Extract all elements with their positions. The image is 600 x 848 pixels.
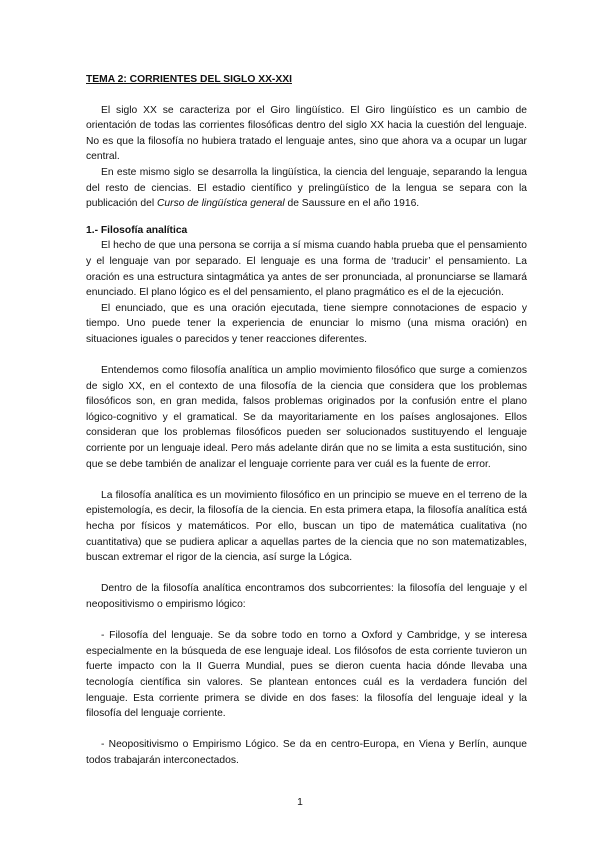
section-paragraph-1: El hecho de que una persona se corrija a sí misma cuando habla prueba que el pensamiento y el lenguaje van por separado. El lenguaje es una forma de ‘traducir’ el pensamiento. La oración es una estructura sintagmática ya antes de ser pronunciada, al pronunciarse se llamará enunciado. El plano lógico es el del pensamiento, el plano pragmático es el de la ejecución. bbox=[86, 240, 527, 299]
section-paragraph-4: La filosofía analítica es un movimiento filosófico en un principio se mueve en el terreno de la epistemología, es decir, la filosofía de la ciencia. En esta primera etapa, la filosofía analítica está hecha por físicos y matemáticos. Por ello, buscan un tipo de matemática cualitativa (no cuantitativa) que se pudiera aplicar a aquellas partes de la ciencia que no son matematizables, buscan extremar el rigor de la ciencia, así surge la Lógica. bbox=[86, 489, 527, 564]
section-paragraph-5: Dentro de la filosofía analítica encontramos dos subcorrientes: la filosofía del lenguaje y el neopositivismo o empirismo lógico: bbox=[86, 583, 527, 610]
intro-paragraph-1: El siglo XX se caracteriza por el Giro lingüístico. El Giro lingüístico es un cambio de orientación de todas las corrientes filosóficas dentro del siglo XX hacia la cuestión del lenguaje. No es que la filosofía no hubiera tratado el lenguaje antes, sino que ahora va a ocupar un lugar central. bbox=[86, 104, 527, 163]
section-paragraph-3: Entendemos como filosofía analítica un amplio movimiento filosófico que surge a comienzos de siglo XX, en el contexto de una filosofía de la ciencia que considera que los problemas filosóficos son, en gran medida, falsos problemas originados por la confusión entre el plano lógico-cognitivo y el gramatical. Se da mayoritariamente en los países anglosajones. Ellos consideran que los problemas filosóficos pueden ser solucionados sustituyendo el lenguaje corriente por un lenguaje ideal. Pero más adelante dirán que no se limita a esta sustitución, sino que se debe también de analizar el lenguaje corriente para ver cuál es la fuente de error. bbox=[86, 365, 527, 470]
book-title: Curso de lingüística general bbox=[156, 198, 285, 210]
intro-paragraph-2 bbox=[86, 165, 527, 212]
page-number: 1 bbox=[297, 797, 303, 808]
section-heading: 1.- Filosofía analítica bbox=[86, 224, 188, 236]
intro-paragraph-2-start: En este mismo siglo se desarrolla la lingüística, la ciencia del lenguaje, separando la lengua del resto de ciencias. El estadio científico y prelingüístico de la lengua se separa con la publicación del bbox=[86, 166, 527, 210]
document-title: TEMA 2: CORRIENTES DEL SIGLO XX-XXI bbox=[86, 74, 292, 85]
page-content bbox=[86, 72, 527, 769]
list-item-filosofia-lenguaje: - Filosofía del lenguaje. Se da sobre todo en torno a Oxford y Cambridge, y se interesa especialmente en la búsqueda de ese lenguaje ideal. Los filósofos de esta corriente tuvieron un fuerte impacto con la II Guerra Mundial, pues se dieron cuenta hacia dónde llevaba una tecnología científica sin valores. Se plantean entonces cuál es la verdadera función del lenguaje. Esta corriente primera se divide en dos fases: la filosofía del lenguaje ideal y la filosofía del lenguaje corriente. bbox=[86, 630, 527, 720]
section-paragraph-2: El enunciado, que es una oración ejecutada, tiene siempre connotaciones de espacio y tiempo. Uno puede tener la experiencia de enunciar lo mismo (una misma oración) en situaciones iguales o parecidos y tener reacciones diferentes. bbox=[86, 302, 527, 345]
intro-paragraph-2-end: de Saussure en el año 1916. bbox=[284, 198, 420, 210]
list-item-neopositivismo: - Neopositivismo o Empirismo Lógico. Se da en centro-Europa, en Viena y Berlín, aunque todos trabajarán interconectados. bbox=[86, 739, 527, 766]
